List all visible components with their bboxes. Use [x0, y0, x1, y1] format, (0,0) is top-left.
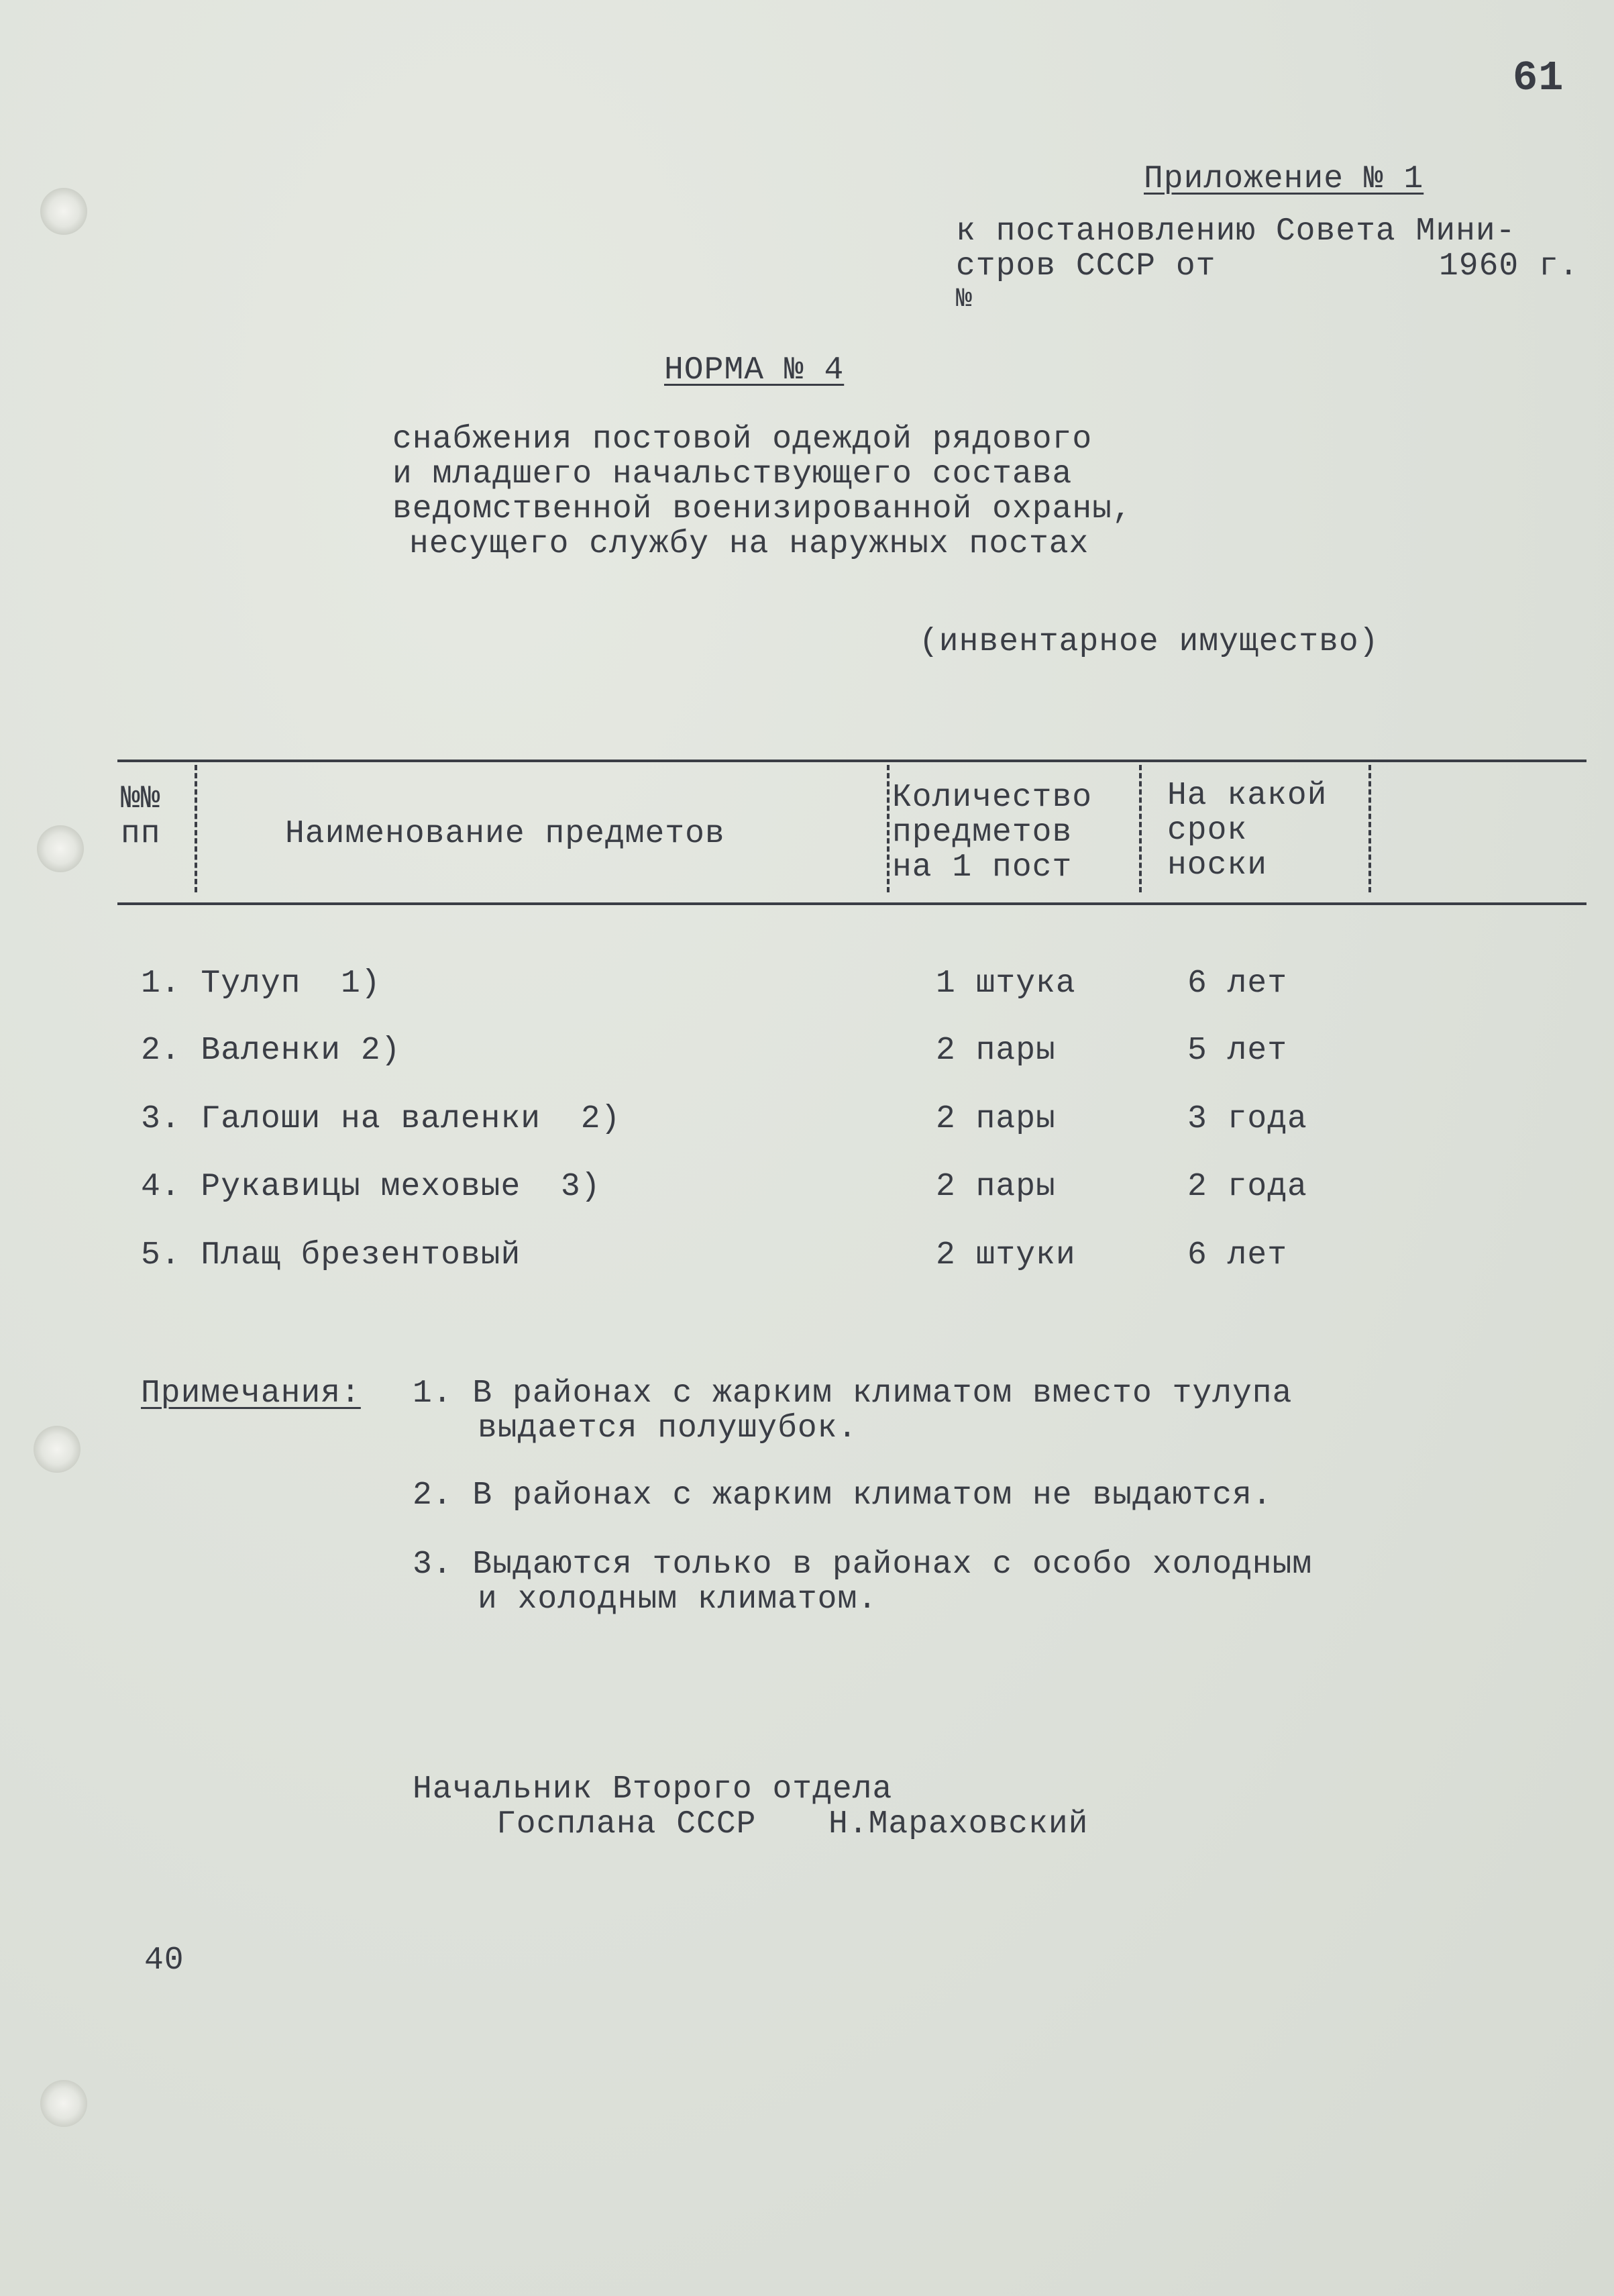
appendix-line-3: № [956, 284, 973, 315]
punch-hole [37, 825, 84, 872]
table-row-4-term: 2 года [1187, 1169, 1307, 1205]
heading-line-1: снабжения постовой одеждой рядового [392, 421, 1093, 458]
table-header-bottom-rule [117, 902, 1586, 905]
header-quantity-2: предметов [892, 815, 1073, 851]
signature-title: Начальник Второго отдела [413, 1771, 893, 1808]
norm-title: НОРМА № 4 [664, 352, 845, 388]
appendix-line-2: стров СССР от [956, 248, 1216, 284]
signature-name: Н.Мараховский [828, 1806, 1089, 1842]
notes-label: Примечания: [141, 1375, 361, 1412]
table-row-5-qty: 2 штуки [936, 1237, 1076, 1273]
heading-subtitle: (инвентарное имущество) [919, 624, 1379, 660]
header-term-2: срок [1167, 813, 1248, 849]
header-term-1: На какой [1167, 778, 1328, 814]
header-number-2: пп [121, 816, 161, 852]
note-2-line-1: 2. В районах с жарким климатом не выдаются. [413, 1477, 1273, 1514]
header-number-1: №№ [121, 781, 161, 817]
note-1-line-2: выдается полушубок. [478, 1410, 858, 1447]
heading-line-2: и младшего начальствующего состава [392, 456, 1073, 492]
table-row-2-qty: 2 пары [936, 1033, 1056, 1069]
column-divider [195, 765, 197, 892]
table-row-3-qty: 2 пары [936, 1101, 1056, 1137]
table-row-1-item: 1. Тулуп 1) [141, 966, 381, 1002]
punch-hole [40, 2080, 87, 2127]
note-1-line-1: 1. В районах с жарким климатом вместо тулупа [413, 1375, 1293, 1412]
punch-hole [40, 188, 87, 235]
heading-line-4: несущего службу на наружных постах [409, 526, 1089, 562]
table-row-5-item: 5. Плащ брезентовый [141, 1237, 521, 1273]
appendix-title: Приложение № 1 [1144, 161, 1424, 197]
punch-hole [34, 1426, 80, 1473]
footer-number: 40 [144, 1942, 184, 1979]
page-number: 61 [1513, 54, 1564, 102]
appendix-year: 1960 г. [1439, 248, 1579, 284]
table-row-4-item: 4. Рукавицы меховые 3) [141, 1169, 601, 1205]
table-row-3-item: 3. Галоши на валенки 2) [141, 1101, 621, 1137]
appendix-line-1: к постановлению Совета Мини- [956, 213, 1516, 250]
column-divider [1139, 765, 1142, 892]
header-quantity-3: на 1 пост [892, 849, 1073, 886]
table-row-1-term: 6 лет [1187, 966, 1288, 1002]
header-quantity-1: Количество [892, 780, 1093, 816]
table-row-4-qty: 2 пары [936, 1169, 1056, 1205]
table-row-2-term: 5 лет [1187, 1033, 1288, 1069]
note-3-line-1: 3. Выдаются только в районах с особо холодным [413, 1547, 1313, 1583]
header-name: Наименование предметов [285, 816, 725, 852]
table-row-2-item: 2. Валенки 2) [141, 1033, 401, 1069]
table-row-5-term: 6 лет [1187, 1237, 1288, 1273]
table-row-1-qty: 1 штука [936, 966, 1076, 1002]
signature-org: Госплана СССР [496, 1806, 757, 1842]
table-top-rule [117, 760, 1586, 762]
column-divider [887, 765, 890, 892]
table-row-3-term: 3 года [1187, 1101, 1307, 1137]
column-divider [1368, 765, 1371, 892]
header-term-3: носки [1167, 847, 1268, 884]
heading-line-3: ведомственной военизированной охраны, [392, 491, 1132, 527]
note-3-line-2: и холодным климатом. [478, 1581, 878, 1618]
